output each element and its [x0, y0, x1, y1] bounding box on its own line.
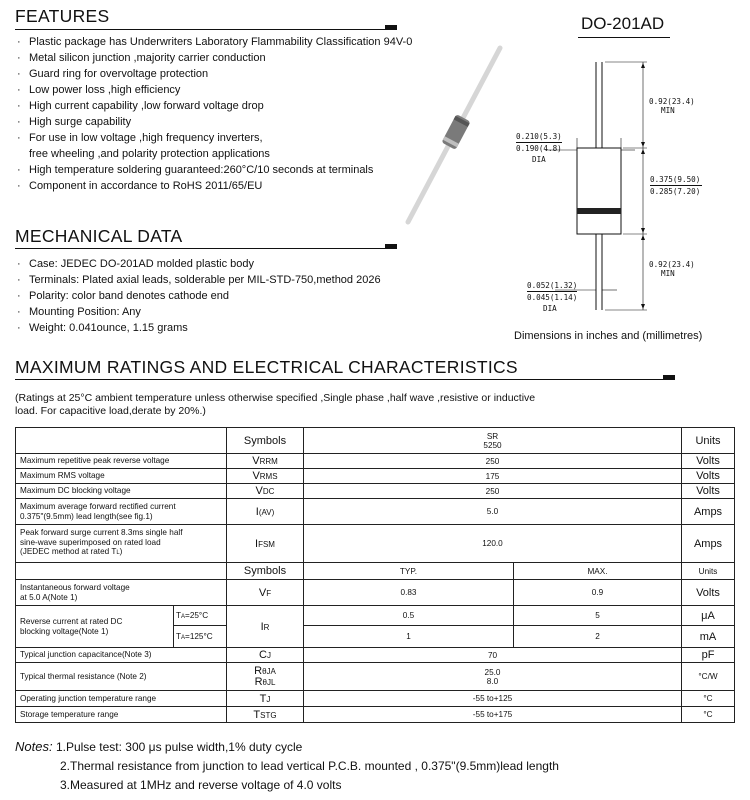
features-title: FEATURES: [15, 6, 110, 26]
list-item: · High temperature soldering guaranteed:260°C/10 seconds at terminals: [17, 164, 374, 176]
list-item: · Low power loss ,high efficiency: [17, 84, 181, 96]
dim-body-dia-max: 0.210(5.3): [516, 132, 562, 141]
dim-lead-length-top: 0.92(23.4): [649, 97, 695, 106]
table-row: Typical thermal resistance (Note 2) RθJA RθJL 25.0 8.0 °C/W: [16, 663, 735, 691]
diode-photo: [400, 40, 510, 230]
features-list: [15, 34, 412, 194]
dim-lead-dia-max: 0.052(1.32): [527, 281, 578, 290]
table-row: Maximum DC blocking voltage VDC 250 Volts: [16, 484, 735, 499]
list-item: · Weight: 0.041ounce, 1.15 grams: [17, 322, 188, 334]
table-subheader-row: Symbols TYP. MAX. Units: [16, 563, 735, 580]
col-header-symbols: Symbols: [227, 428, 304, 454]
note-1: Notes: 1.Pulse test: 300 μs pulse width,1% duty cycle: [15, 739, 303, 754]
ratings-rule: [15, 379, 675, 380]
dim-lead-length-bottom: 0.92(23.4): [649, 260, 695, 269]
table-row: Peak forward surge current 8.3ms single half sine-wave superimposed on rated load (JEDEC method at rated TL) IFSM 120.0 Amps: [16, 525, 735, 563]
dim-body-len-min: 0.285(7.20): [650, 187, 701, 196]
list-item: · High current capability ,low forward voltage drop: [17, 100, 264, 112]
dim-lead-length-bottom-min: MIN: [661, 269, 675, 278]
table-row: Storage temperature range TSTG -55 to+175 °C: [16, 707, 735, 723]
list-item: · Metal silicon junction ,majority carrier conduction: [17, 52, 266, 64]
table-row: Reverse current at rated DC blocking voltage(Note 1) TA=25°C IR 0.5 5 μA: [16, 606, 735, 626]
dim-body-dia-min: 0.190(4.8): [516, 144, 562, 153]
table-row: Operating junction temperature range TJ -55 to+125 °C: [16, 691, 735, 707]
mechanical-list: [15, 256, 381, 336]
dim-body-dia-label: DIA: [532, 155, 546, 164]
dim-lead-dia-min: 0.045(1.14): [527, 293, 578, 302]
features-rule-tab: [385, 25, 397, 30]
dim-lead-dia-divider: [527, 291, 577, 292]
list-item: · High surge capability: [17, 116, 132, 128]
list-item: · Component in accordance to RoHS 2011/65/EU: [17, 180, 263, 192]
ratings-note-line1: (Ratings at 25°C ambient temperature unless otherwise specified ,Single phase ,half wave ,resistive or inductive: [15, 392, 536, 404]
ratings-note: [15, 392, 535, 418]
package-caption: Dimensions in inches and (millimetres): [514, 330, 703, 342]
ratings-note-line2: load. For capacitive load,derate by 20%.): [15, 405, 206, 417]
dim-body-len-divider: [650, 185, 702, 186]
table-row: Instantaneous forward voltage at 5.0 A(Note 1) VF 0.83 0.9 Volts: [16, 580, 735, 606]
list-item: · Terminals: Plated axial leads, solderable per MIL-STD-750,method 2026: [17, 274, 381, 286]
notes-label: Notes: [15, 739, 49, 754]
list-item-continuation: free wheeling ,and polarity protection applications: [29, 148, 270, 160]
features-rule: [15, 29, 397, 30]
list-item: · Case: JEDEC DO-201AD molded plastic body: [17, 258, 254, 270]
dim-body-dia-divider: [516, 142, 562, 143]
note-3: 3.Measured at 1MHz and reverse voltage of 4.0 volts: [60, 778, 342, 792]
ratings-title: MAXIMUM RATINGS AND ELECTRICAL CHARACTERISTICS: [15, 357, 518, 377]
list-item: · Polarity: color band denotes cathode end: [17, 290, 229, 302]
package-title-rule: [578, 37, 670, 38]
dim-body-len-max: 0.375(9.50): [650, 175, 701, 184]
package-title: DO-201AD: [581, 14, 665, 33]
table-header-row: [16, 428, 735, 454]
table-row: Maximum repetitive peak reverse voltage VRRM 250 Volts: [16, 454, 735, 469]
dim-lead-length-top-min: MIN: [661, 106, 675, 115]
table-row: Typical junction capacitance(Note 3) CJ 70 pF: [16, 648, 735, 663]
table-row: TA=125°C 1 2 mA: [16, 626, 735, 648]
ratings-table: [15, 427, 735, 723]
note-2: 2.Thermal resistance from junction to lead vertical P.C.B. mounted , 0.375"(9.5mm)lead length: [60, 759, 559, 773]
table-row: Maximum RMS voltage VRMS 175 Volts: [16, 469, 735, 484]
list-item: · Guard ring for overvoltage protection: [17, 68, 209, 80]
ratings-rule-tab: [663, 375, 675, 380]
table-row: Maximum average forward rectified current 0.375"(9.5mm) lead length(see fig.1) I(AV) 5.0 Amps: [16, 499, 735, 525]
list-item: · Mounting Position: Any: [17, 306, 141, 318]
list-item: · For use in low voltage ,high frequency inverters,: [17, 132, 263, 144]
dim-lead-dia-label: DIA: [543, 304, 557, 313]
mechanical-title: MECHANICAL DATA: [15, 226, 183, 246]
col-header-units: Units: [682, 428, 735, 454]
list-item: · Plastic package has Underwriters Laboratory Flammability Classification 94V-0: [17, 36, 413, 48]
mechanical-rule-tab: [385, 244, 397, 249]
mechanical-rule: [15, 248, 397, 249]
col-header-part: SR 5250: [304, 428, 682, 454]
